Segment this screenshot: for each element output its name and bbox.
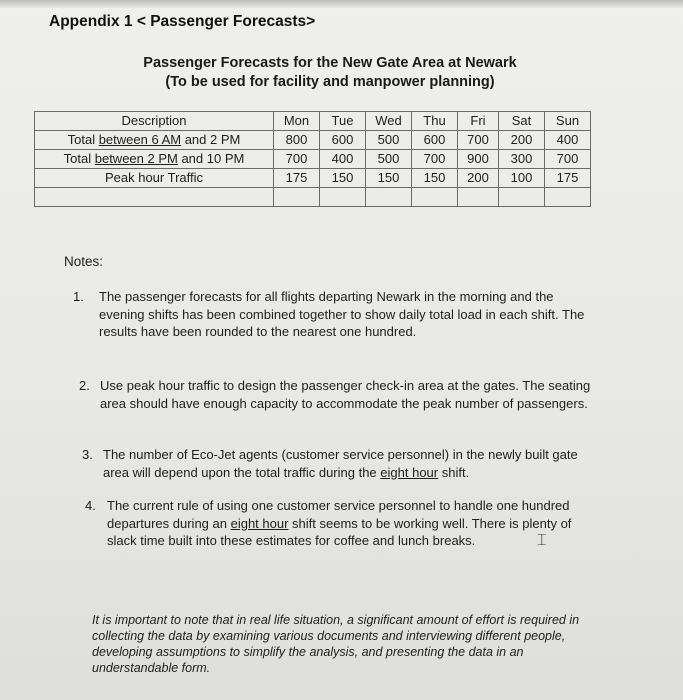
note-text: The passenger forecasts for all flights departing Newark in the morning and the evening shifts has been combined together to show daily total load in each shift. The results have been rounded to the nearest one hundred. xyxy=(99,289,585,339)
forecast-table xyxy=(34,111,591,207)
table-cell: 150 xyxy=(366,169,412,188)
empty-cell xyxy=(366,188,412,207)
row-description: Total between 2 PM and 10 PM xyxy=(35,150,274,169)
table-empty-row xyxy=(35,188,591,207)
table-header-row xyxy=(35,112,591,131)
note-number: 4. xyxy=(85,498,96,513)
empty-cell xyxy=(320,188,366,207)
table-cell: 700 xyxy=(274,150,320,169)
empty-cell xyxy=(499,188,545,207)
table-cell: 175 xyxy=(274,169,320,188)
table-cell: 500 xyxy=(366,131,412,150)
table-cell: 175 xyxy=(545,169,591,188)
table-cell: 150 xyxy=(412,169,458,188)
table-cell: 100 xyxy=(499,169,545,188)
row-description: Peak hour Traffic xyxy=(35,169,274,188)
table-row xyxy=(35,131,591,150)
empty-cell xyxy=(412,188,458,207)
table-cell: 200 xyxy=(499,131,545,150)
table-row xyxy=(35,169,591,188)
forecast-title: Passenger Forecasts for the New Gate Area at Newark xyxy=(143,55,517,71)
table-cell: 900 xyxy=(458,150,499,169)
table-cell: 700 xyxy=(458,131,499,150)
row-description: Total between 6 AM and 2 PM xyxy=(35,131,274,150)
page-top-shadow xyxy=(0,0,683,8)
forecast-subtitle: (To be used for facility and manpower planning) xyxy=(165,74,495,90)
empty-cell xyxy=(545,188,591,207)
header-cell: Thu xyxy=(412,112,458,131)
table-cell: 600 xyxy=(412,131,458,150)
appendix-heading: Appendix 1 < Passenger Forecasts> xyxy=(49,13,316,30)
empty-cell xyxy=(35,188,274,207)
note-text: Use peak hour traffic to design the passenger check-in area at the gates. The seating area should have enough capacity to accommodate the peak number of passengers. xyxy=(100,378,591,411)
notes-label: Notes: xyxy=(64,254,104,269)
note-number: 3. xyxy=(82,447,93,462)
header-cell: Mon xyxy=(274,112,320,131)
header-cell: Sun xyxy=(545,112,591,131)
text-cursor-icon: ⌶ xyxy=(537,530,547,549)
header-cell: Sat xyxy=(499,112,545,131)
note-number: 1. xyxy=(73,289,84,304)
table-cell: 200 xyxy=(458,169,499,188)
note-number: 2. xyxy=(79,378,90,393)
header-cell: Description xyxy=(35,112,274,131)
empty-cell xyxy=(274,188,320,207)
header-cell: Fri xyxy=(458,112,499,131)
table-cell: 400 xyxy=(320,150,366,169)
table-cell: 400 xyxy=(545,131,591,150)
header-cell: Tue xyxy=(320,112,366,131)
table-cell: 700 xyxy=(412,150,458,169)
table-cell: 300 xyxy=(499,150,545,169)
table-cell: 700 xyxy=(545,150,591,169)
header-cell: Wed xyxy=(366,112,412,131)
table-cell: 150 xyxy=(320,169,366,188)
table-cell: 600 xyxy=(320,131,366,150)
closing-remark: It is important to note that in real life situation, a significant amount of effort is required in collecting the data by examining various documents and interviewing different people, developing assumptions to simplify the analysis, and presenting the data in an understandable form. xyxy=(92,613,580,675)
table-cell: 800 xyxy=(274,131,320,150)
note-text: The number of Eco-Jet agents (customer service personnel) in the newly built gate area will depend upon the total traffic during the eight hour shift. xyxy=(103,447,578,480)
table-cell: 500 xyxy=(366,150,412,169)
table-row xyxy=(35,150,591,169)
empty-cell xyxy=(458,188,499,207)
note-text: The current rule of using one customer service personnel to handle one hundred departures during an eight hour shift seems to be working well. There is plenty of slack time built into these estimates for coffee and lunch breaks. xyxy=(107,498,572,548)
